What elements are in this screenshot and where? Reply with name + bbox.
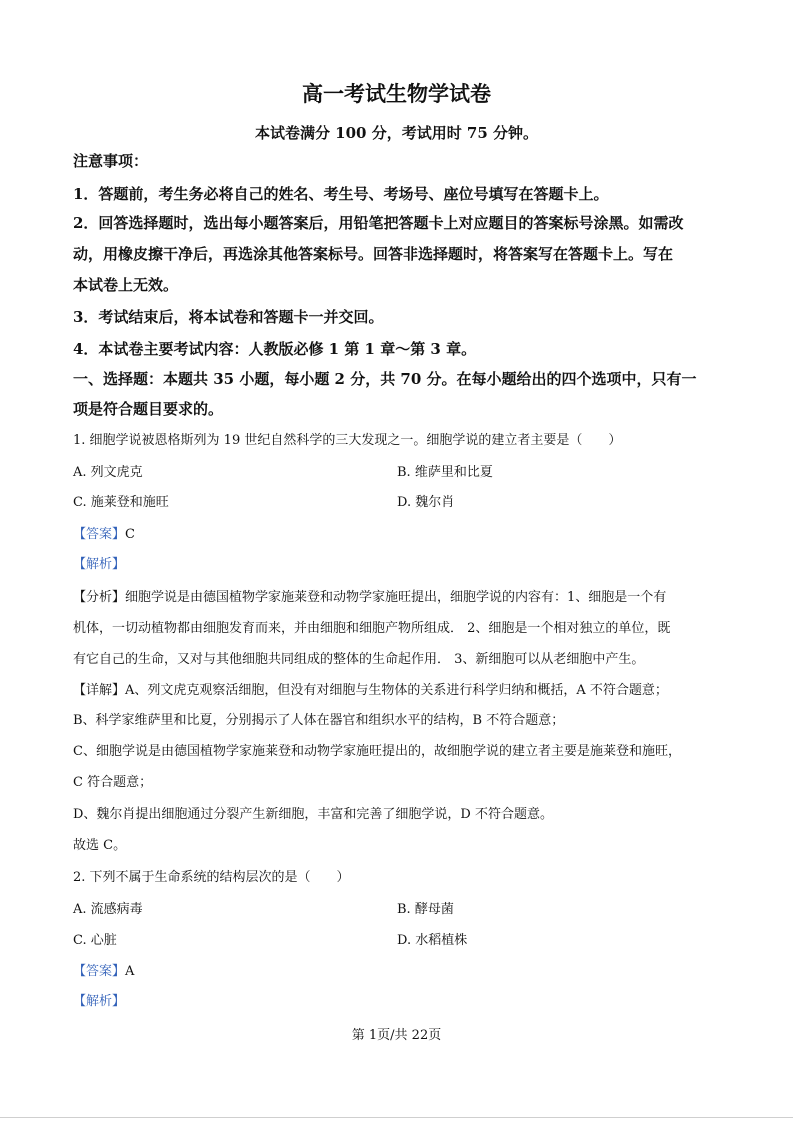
question-2-option-b: B. 酵母菌	[397, 902, 454, 917]
exam-instructions-subtitle: 本试卷满分 100 分，考试用时 75 分钟。	[254, 124, 539, 142]
notes-line: 4．本试卷主要考试内容：人教版必修 1 第 1 章～第 3 章。	[73, 340, 477, 358]
question-1-option-b: B. 维萨里和比夏	[397, 465, 493, 480]
section-heading-line: 项是符合题目要求的。	[73, 400, 224, 418]
question-1-option-d: D. 魏尔肖	[397, 495, 455, 510]
question-2-option-d: D. 水稻植株	[397, 933, 468, 948]
question-1-fenxi-line: 有它自己的生命，又对与其他细胞共同组成的整体的生命起作用． 3、新细胞可以从老细胞中产生。	[73, 652, 645, 667]
question-1-fenxi-line	[73, 589, 666, 607]
question-2-answer	[73, 963, 134, 981]
notes-line: 本试卷上无效。	[73, 276, 179, 294]
notes-line: 3．考试结束后，将本试卷和答题卡一并交回。	[73, 308, 384, 326]
question-1-answer	[73, 526, 135, 544]
question-2-stem: 2. 下列不属于生命系统的结构层次的是（ ）	[73, 870, 350, 885]
answer-tag: 【答案】	[73, 527, 126, 542]
notes-line: 1．答题前，考生务必将自己的姓名、考生号、考场号、座位号填写在答题卡上。	[73, 185, 609, 203]
question-1-detail-line: D、魏尔肖提出细胞通过分裂产生新细胞，丰富和完善了细胞学说，D 不符合题意。	[73, 807, 553, 822]
question-1-detail-line: C、细胞学说是由德国植物学家施莱登和动物学家施旺提出的，故细胞学说的建立者主要是施莱登和施旺，	[73, 744, 681, 759]
question-2-option-a: A. 流感病毒	[73, 902, 143, 917]
question-1-detail-line: B、科学家维萨里和比夏，分别揭示了人体在器官和组织水平的结构，B 不符合题意；	[73, 713, 565, 728]
notes-heading: 注意事项：	[73, 152, 149, 170]
answer-tag: 【答案】	[73, 964, 126, 979]
section-heading-line: 一、选择题：本题共 35 小题，每小题 2 分，共 70 分。在每小题给出的四个选项中，只有一	[73, 370, 697, 388]
question-1-detail-line	[73, 682, 668, 700]
question-1-option-a: A. 列文虎克	[73, 465, 143, 480]
analysis-tag: 【解析】	[73, 994, 126, 1009]
detail-tag: 【详解】	[73, 683, 126, 698]
question-1-fenxi-line: 机体，一切动植物都由细胞发育而来，并由细胞和细胞产物所组成． 2、细胞是一个相对独立的单位，既	[73, 621, 671, 636]
page-number: 第 1页/共 22页	[351, 1028, 442, 1043]
fenxi-text: 细胞学说是由德国植物学家施莱登和动物学家施旺提出，细胞学说的内容有：1、细胞是一个有	[125, 590, 667, 605]
detail-text: A、列文虎克观察活细胞，但没有对细胞与生物体的关系进行科学归纳和概括，A 不符合题意；	[125, 683, 668, 698]
analysis-tag: 【解析】	[73, 557, 126, 572]
fenxi-tag: 【分析】	[73, 590, 126, 605]
notes-line: 2．回答选择题时，选出每小题答案后，用铅笔把答题卡上对应题目的答案标号涂黑。如需改	[73, 214, 684, 232]
answer-value: A	[125, 964, 135, 979]
question-1-option-c: C. 施莱登和施旺	[73, 495, 169, 510]
question-1-detail-line: 故选 C。	[73, 838, 127, 853]
notes-line: 动，用橡皮擦干净后，再选涂其他答案标号。回答非选择题时，将答案写在答题卡上。写在	[73, 245, 674, 263]
question-1-stem: 1. 细胞学说被恩格斯列为 19 世纪自然科学的三大发现之一。细胞学说的建立者主要是（ ）	[73, 433, 622, 448]
page-title: 高一考试生物学试卷	[302, 81, 491, 106]
question-1-detail-line: C 符合题意；	[73, 775, 153, 790]
question-2-option-c: C. 心脏	[73, 933, 117, 948]
answer-value: C	[125, 527, 135, 542]
page-bottom-divider	[0, 1117, 793, 1118]
